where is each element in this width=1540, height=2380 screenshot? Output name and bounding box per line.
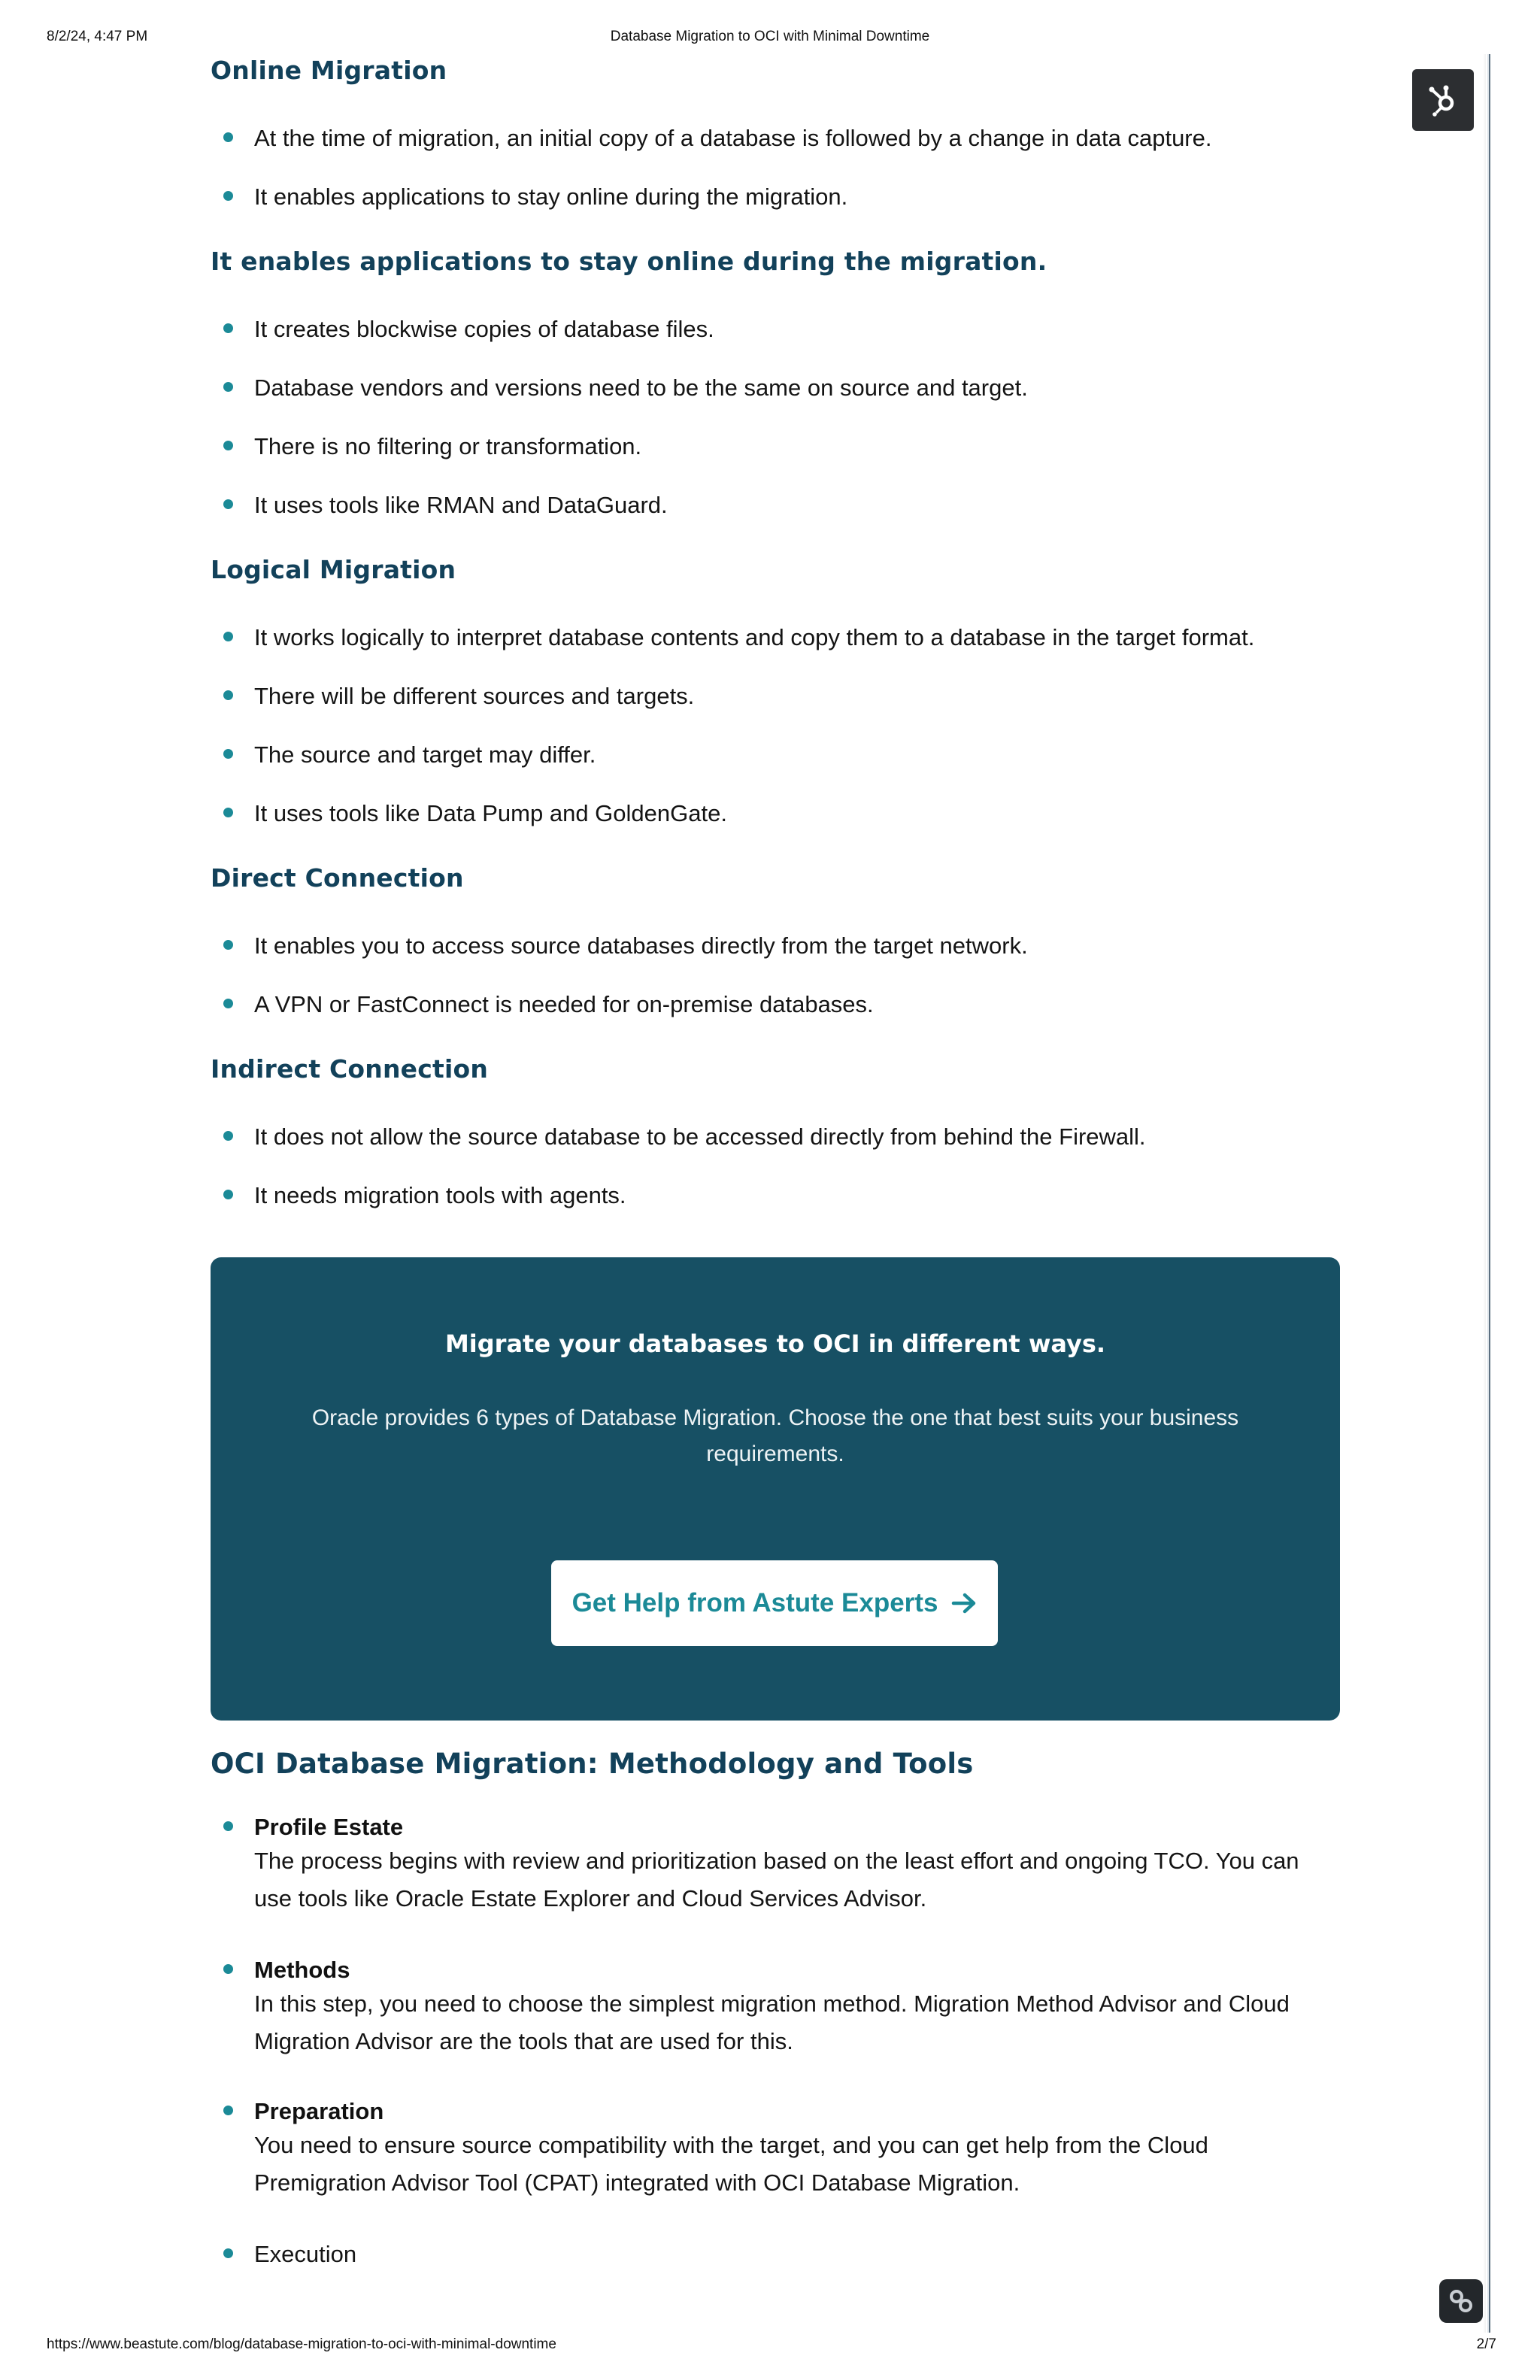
methodology-item-title: Profile Estate	[254, 1814, 404, 1840]
bullet-dot	[223, 191, 233, 201]
bullet-dot	[223, 1964, 233, 1974]
bullet-dot	[223, 749, 233, 759]
logical-migration-list	[211, 623, 1338, 829]
methodology-item-title: Preparation	[254, 2098, 384, 2124]
methodology-item-preparation	[211, 2097, 1338, 2202]
list-item: It needs migration tools with agents.	[211, 1181, 1338, 1211]
methodology-item-description: In this step, you need to choose the simplest migration method. Migration Method Advisor and Cloud Migration Advisor are the tools that are used for this.	[254, 1990, 1290, 2054]
list-item: At the time of migration, an initial copy of a database is followed by a change in data capture.	[211, 123, 1338, 153]
get-help-button[interactable]	[551, 1560, 998, 1646]
print-footer	[0, 2336, 1540, 2359]
hubspot-sprocket-icon	[1426, 83, 1460, 117]
bullet-dot	[223, 1821, 233, 1831]
link-icon	[1448, 2288, 1475, 2315]
bullet-dot	[223, 2106, 233, 2115]
bullet-dot	[223, 132, 233, 142]
bullet-dot	[223, 632, 233, 641]
link-widget-button[interactable]	[1439, 2279, 1483, 2323]
bullet-dot	[223, 323, 233, 333]
list-item: Database vendors and versions need to be the same on source and target.	[211, 373, 1338, 403]
list-item: It creates blockwise copies of database files.	[211, 314, 1338, 344]
cta-banner	[211, 1257, 1340, 1721]
list-item: It uses tools like Data Pump and GoldenGate.	[211, 799, 1338, 829]
cta-title: Migrate your databases to OCI in different ways.	[444, 1329, 1106, 1358]
methodology-item-title: Methods	[254, 1957, 350, 1983]
indirect-connection-list	[211, 1122, 1338, 1211]
list-item: There will be different sources and targets.	[211, 681, 1338, 711]
methodology-item-execution	[211, 2239, 1338, 2269]
bullet-dot	[223, 690, 233, 700]
physical-migration-list	[211, 314, 1338, 520]
list-item: There is no filtering or transformation.	[211, 432, 1338, 462]
list-item: A VPN or FastConnect is needed for on-premise databases.	[211, 990, 1338, 1020]
methodology-item-methods	[211, 1955, 1338, 2060]
bullet-dot	[223, 382, 233, 392]
scrollbar-thumb[interactable]	[1489, 54, 1490, 2333]
direct-connection-list	[211, 931, 1338, 1020]
print-datetime: 8/2/24, 4:47 PM	[47, 29, 148, 44]
bullet-dot	[223, 499, 233, 509]
section-heading-logical-migration: Logical Migration	[211, 555, 456, 584]
bullet-dot	[223, 1131, 233, 1141]
methodology-item-description: Execution	[254, 2241, 357, 2267]
list-item: It uses tools like RMAN and DataGuard.	[211, 490, 1338, 520]
list-item: It enables you to access source databases directly from the target network.	[211, 931, 1338, 961]
arrow-right-icon	[951, 1592, 977, 1614]
bullet-dot	[223, 1190, 233, 1199]
list-item: It works logically to interpret database contents and copy them to a database in the target format.	[211, 623, 1338, 653]
print-page-number: 2/7	[1476, 2336, 1496, 2352]
list-item: It does not allow the source database to be accessed directly from behind the Firewall.	[211, 1122, 1338, 1152]
methodology-heading: OCI Database Migration: Methodology and Tools	[211, 1748, 974, 1780]
online-migration-list	[211, 123, 1338, 212]
bullet-dot	[223, 808, 233, 817]
bullet-dot	[223, 441, 233, 450]
section-heading-indirect-connection: Indirect Connection	[211, 1054, 489, 1084]
hubspot-widget-button[interactable]	[1412, 69, 1474, 131]
get-help-button-label: Get Help from Astute Experts	[571, 1588, 938, 1617]
list-item: The source and target may differ.	[211, 740, 1338, 770]
print-url: https://www.beastute.com/blog/database-migration-to-oci-with-minimal-downtime	[47, 2336, 556, 2352]
methodology-item-description: You need to ensure source compatibility with the target, and you can get help from the Cloud Premigration Advisor Tool (CPAT) integrated with OCI Database Migration.	[254, 2132, 1208, 2196]
bullet-dot	[223, 2248, 233, 2258]
section-heading-online-migration: Online Migration	[211, 56, 447, 85]
methodology-item-description: The process begins with review and prioritization based on the least effort and ongoing TCO. You can use tools like Oracle Estate Explorer and Cloud Services Advisor.	[254, 1848, 1299, 1912]
list-item: It enables applications to stay online during the migration.	[211, 182, 1338, 212]
section-heading-direct-connection: Direct Connection	[211, 863, 464, 893]
cta-description: Oracle provides 6 types of Database Migration. Choose the one that best suits your business requirements.	[311, 1405, 1239, 1466]
print-header	[0, 29, 1540, 51]
methodology-item-profile-estate	[211, 1812, 1338, 1918]
section-heading-physical-migration: It enables applications to stay online during the migration.	[211, 247, 1047, 276]
bullet-dot	[223, 940, 233, 950]
bullet-dot	[223, 999, 233, 1008]
print-page-title: Database Migration to OCI with Minimal Downtime	[610, 29, 930, 44]
